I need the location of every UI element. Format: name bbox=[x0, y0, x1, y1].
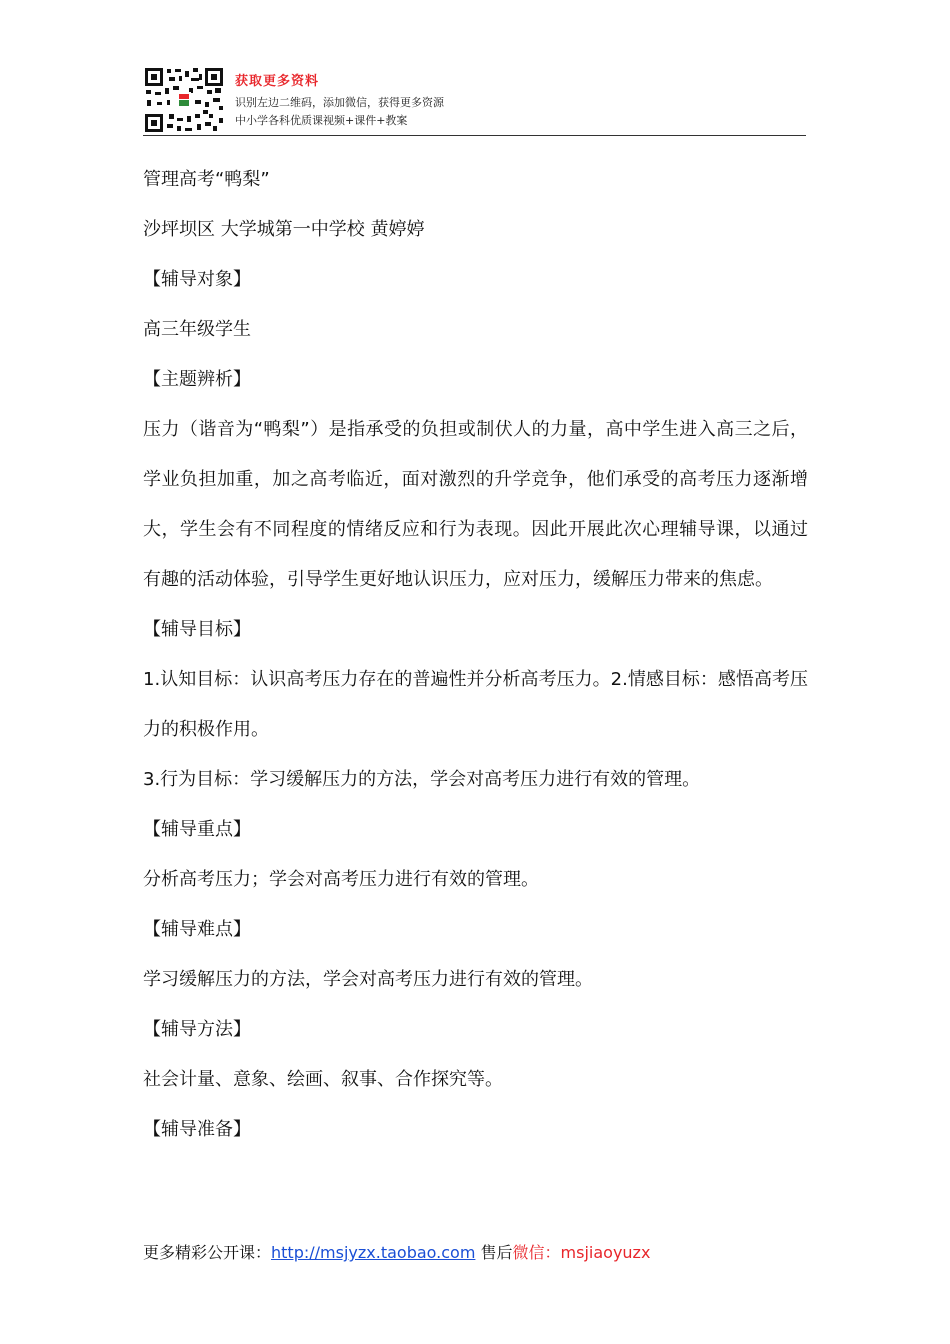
section-text-theme: 压力（谐音为“鸭梨”）是指承受的负担或制伏人的力量，高中学生进入高三之后，学业负担加重，加之高考临近，面对激烈的升学竞争，他们承受的高考压力逐渐增大，学生会有不同程度的情绪反应和行为表现。因此开展此次心理辅导课，以通过有趣的活动体验，引导学生更好地认识压力，应对压力，缓解压力带来的焦虑。 bbox=[143, 419, 808, 590]
section-text-goal-3: 3.行为目标：学习缓解压力的方法，学会对高考压力进行有效的管理。 bbox=[143, 769, 701, 790]
section-heading-theme: 【主题辨析】 bbox=[143, 369, 251, 390]
section-heading-object: 【辅导对象】 bbox=[143, 269, 251, 290]
document-title: 管理高考“鸭梨” bbox=[143, 169, 270, 190]
document-author: 沙坪坝区 大学城第一中学校 黄婷婷 bbox=[143, 219, 425, 240]
header-divider bbox=[143, 135, 806, 136]
footer-shop-link[interactable]: http://msjyzx.taobao.com bbox=[271, 1243, 476, 1262]
section-text-goal-1-2: 1.认知目标：认识高考压力存在的普遍性并分析高考压力。2.情感目标：感悟高考压力的积极作用。 bbox=[143, 669, 808, 740]
section-text-difficulty: 学习缓解压力的方法，学会对高考压力进行有效的管理。 bbox=[143, 969, 593, 990]
footer-wechat-id: msjiaoyuzx bbox=[560, 1243, 651, 1262]
footer-after-sales: 售后 bbox=[475, 1243, 513, 1262]
header-subtitle-1: 识别左边二维码，添加微信，获得更多资源 bbox=[235, 96, 444, 109]
header-title: 获取更多资料 bbox=[235, 74, 320, 89]
section-text-key: 分析高考压力；学会对高考压力进行有效的管理。 bbox=[143, 869, 539, 890]
page-footer bbox=[143, 1240, 650, 1263]
section-heading-key: 【辅导重点】 bbox=[143, 819, 251, 840]
section-text-object: 高三年级学生 bbox=[143, 319, 251, 340]
footer-wechat-label: 微信： bbox=[512, 1243, 561, 1262]
document-body bbox=[143, 155, 808, 1155]
footer-prefix: 更多精彩公开课： bbox=[143, 1243, 272, 1262]
header-subtitle-2: 中小学各科优质课视频+课件+教案 bbox=[235, 114, 408, 127]
qr-code-icon bbox=[143, 66, 225, 134]
page-header bbox=[143, 66, 806, 136]
section-text-method: 社会计量、意象、绘画、叙事、合作探究等。 bbox=[143, 1069, 503, 1090]
section-heading-preparation: 【辅导准备】 bbox=[143, 1119, 251, 1140]
section-heading-goal: 【辅导目标】 bbox=[143, 619, 251, 640]
section-heading-difficulty: 【辅导难点】 bbox=[143, 919, 251, 940]
section-heading-method: 【辅导方法】 bbox=[143, 1019, 251, 1040]
